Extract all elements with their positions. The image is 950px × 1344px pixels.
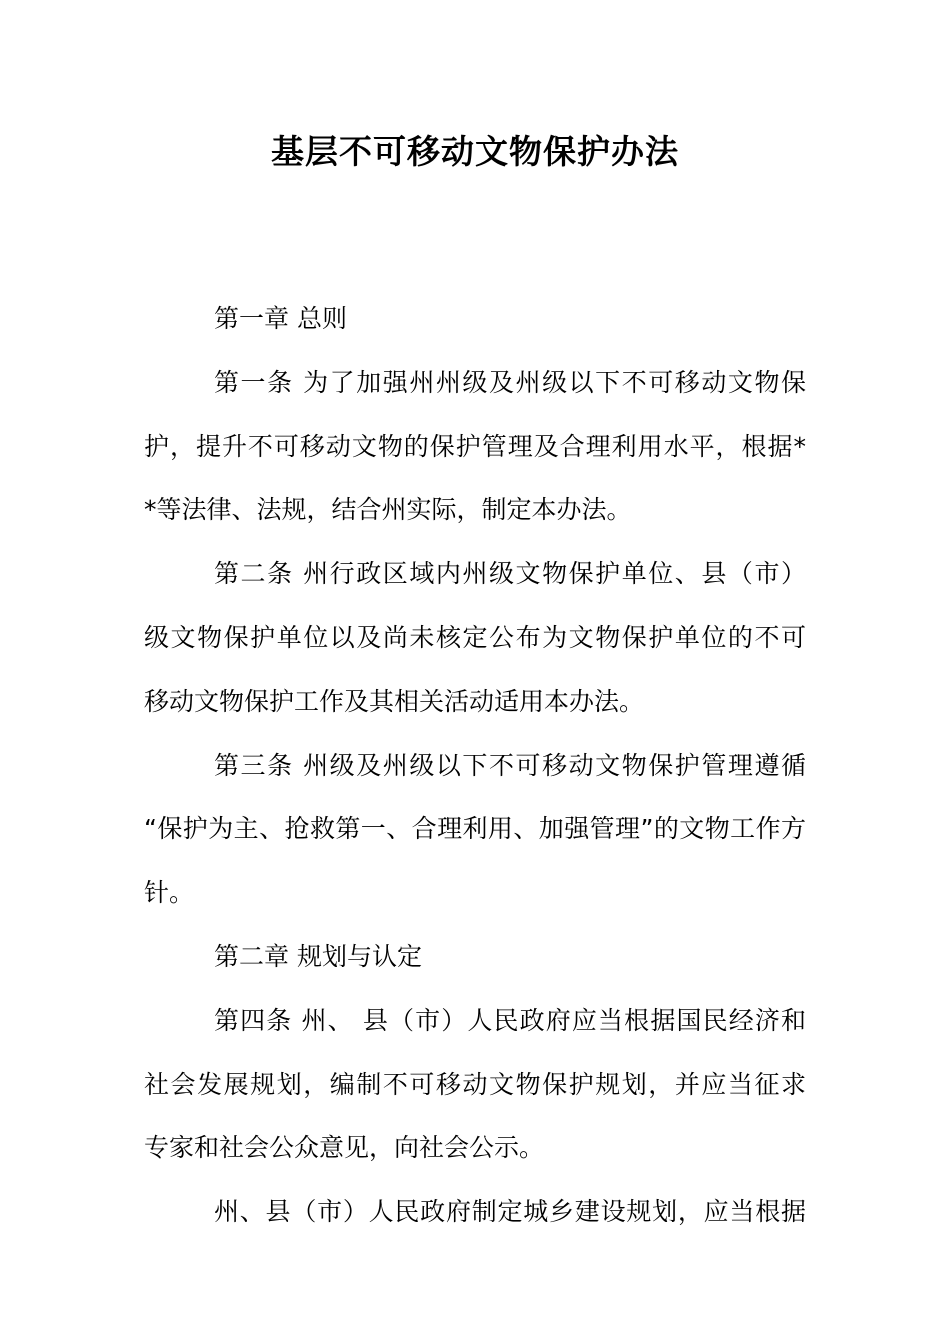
paragraph-line: 社会发展规划，编制不可移动文物保护规划，并应当征求 <box>144 1069 806 1099</box>
paragraph-line: *等法律、法规，结合州实际，制定本办法。 <box>144 495 632 525</box>
paragraph-line: 级文物保护单位以及尚未核定公布为文物保护单位的不可 <box>144 622 806 652</box>
document-title: 基层不可移动文物保护办法 <box>271 132 679 171</box>
paragraph-line: 第三条 州级及州级以下不可移动文物保护管理遵循 <box>214 750 806 780</box>
paragraph-line: 护，提升不可移动文物的保护管理及合理利用水平，根据* <box>144 431 806 461</box>
paragraph-line: 第二条 州行政区域内州级文物保护单位、县（市） <box>214 559 806 589</box>
paragraph-line: 移动文物保护工作及其相关活动适用本办法。 <box>144 686 645 716</box>
paragraph-line: “保护为主、抢救第一、合理利用、加强管理”的文物工作方 <box>144 814 806 844</box>
paragraph-line: 第四条 州、 县（市）人民政府应当根据国民经济和 <box>214 1005 806 1035</box>
paragraph-line: 针。 <box>144 878 195 908</box>
paragraph-line: 专家和社会公众意见，向社会公示。 <box>144 1133 545 1163</box>
chapter-heading-1: 第一章 总则 <box>214 304 347 333</box>
paragraph-line: 第一条 为了加强州州级及州级以下不可移动文物保 <box>214 367 806 397</box>
document-body <box>144 287 806 1244</box>
chapter-heading-2: 第二章 规划与认定 <box>214 941 422 971</box>
paragraph-line: 州、县（市）人民政府制定城乡建设规划，应当根据 <box>214 1197 806 1227</box>
